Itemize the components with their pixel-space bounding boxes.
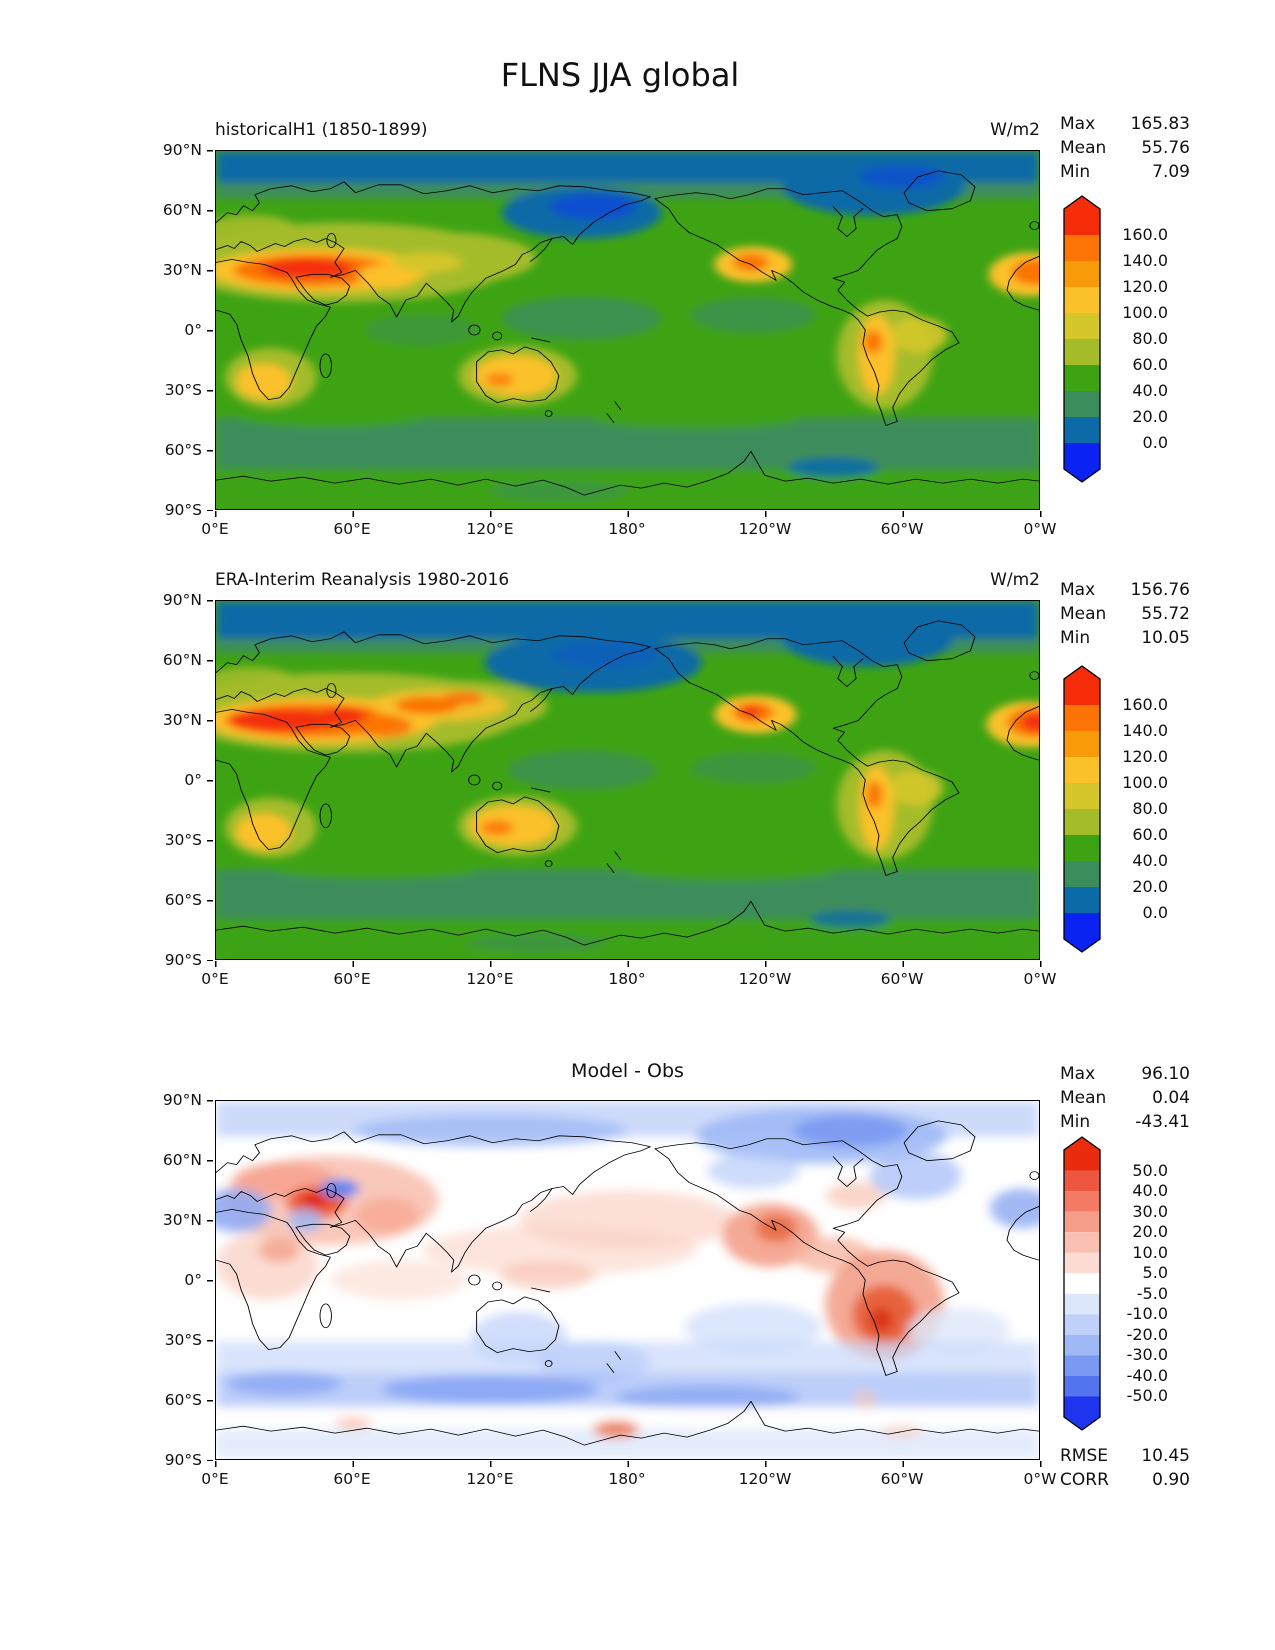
colorbar-tick: 5.0 [1142,1263,1168,1282]
colorbar-tick: -10.0 [1126,1304,1168,1323]
colorbar-tick: -50.0 [1126,1386,1168,1405]
xtick-label: 0°W [1023,1470,1057,1488]
ytick-label: 60°S [164,891,202,909]
colorbar-tick: 100.0 [1122,303,1168,322]
ytick-label: 90°N [162,591,202,609]
xtick-label: 180° [608,520,646,538]
xtick-label: 180° [608,970,646,988]
ytick-label: 60°S [164,1391,202,1409]
panel1-stats [1060,112,1190,184]
colorbar-tick: 100.0 [1122,773,1168,792]
stat-label: Min [1060,162,1091,182]
colorbar-tick: 40.0 [1132,1181,1168,1200]
ytick-label: 30°N [162,1211,202,1229]
colorbar-tick: 160.0 [1122,695,1168,714]
stat-label: Mean [1060,604,1107,624]
panel1-colorbar [1062,195,1102,483]
colorbar-tick: 60.0 [1132,825,1168,844]
panel2-xticks [215,961,1042,967]
xtick-label: 120°W [738,970,792,988]
colorbar-tick: 120.0 [1122,277,1168,296]
stat-label: Min [1060,628,1091,648]
ytick-label: 60°N [162,201,202,219]
ytick-label: 30°S [164,831,202,849]
xtick-label: 60°E [333,970,371,988]
metric-value: 10.45 [1141,1446,1190,1466]
panel1-subtitle: historicalH1 (1850-1899) [215,120,428,140]
colorbar-tick: 80.0 [1132,799,1168,818]
stat-label: Max [1060,114,1096,134]
colorbar-tick: -5.0 [1136,1284,1168,1303]
figure-title: FLNS JJA global [500,56,740,94]
ytick-label: 60°N [162,1151,202,1169]
stat-label: Mean [1060,1088,1107,1108]
stat-value: 55.76 [1141,138,1190,158]
xtick-label: 0°W [1023,520,1057,538]
stat-label: Min [1060,1112,1091,1132]
stat-label: Max [1060,1064,1096,1084]
xtick-label: 0°E [201,1470,229,1488]
panel3-colorbar [1062,1136,1102,1431]
ytick-label: 90°N [162,1091,202,1109]
stat-label: Mean [1060,138,1107,158]
map-model-flns [216,151,1039,509]
colorbar-tick: 20.0 [1132,1222,1168,1241]
xtick-label: 120°E [466,1470,514,1488]
map-difference [216,1101,1039,1459]
xtick-label: 120°E [466,520,514,538]
panel1-units: W/m2 [990,120,1040,140]
colorbar-tick: 0.0 [1142,903,1168,922]
colorbar-tick: 10.0 [1132,1243,1168,1262]
panel2-yticks [207,600,213,961]
colorbar-tick: 140.0 [1122,721,1168,740]
panel3-xticks [215,1461,1042,1467]
ytick-label: 30°S [164,1331,202,1349]
ytick-label: 90°S [164,951,202,969]
ytick-label: 0° [184,321,202,339]
panel2-map [215,600,1040,960]
colorbar-tick: 140.0 [1122,251,1168,270]
ytick-label: 60°N [162,651,202,669]
panel3-stats [1060,1062,1190,1134]
colorbar-tick: 50.0 [1132,1161,1168,1180]
colorbar-tick: 30.0 [1132,1202,1168,1221]
colorbar-tick: -40.0 [1126,1366,1168,1385]
xtick-label: 0°E [201,970,229,988]
xtick-label: 60°W [880,970,924,988]
stat-value: 165.83 [1130,114,1190,134]
stat-value: 156.76 [1130,580,1190,600]
metric-label: RMSE [1060,1446,1109,1466]
panel2-colorbar [1062,665,1102,953]
ytick-label: 30°N [162,261,202,279]
colorbar-tick: -20.0 [1126,1325,1168,1344]
panel1-xticks [215,511,1042,517]
ytick-label: 90°S [164,501,202,519]
panel2-subtitle: ERA-Interim Reanalysis 1980-2016 [215,570,510,590]
panel3-title: Model - Obs [571,1060,684,1082]
colorbar-tick: 20.0 [1132,877,1168,896]
stat-value: 55.72 [1141,604,1190,624]
panel3-map [215,1100,1040,1460]
xtick-label: 120°W [738,520,792,538]
xtick-label: 60°W [880,520,924,538]
xtick-label: 180° [608,1470,646,1488]
map-obs-flns [216,601,1039,959]
ytick-label: 30°N [162,711,202,729]
colorbar-tick: 60.0 [1132,355,1168,374]
xtick-label: 60°E [333,1470,371,1488]
xtick-label: 0°W [1023,970,1057,988]
stat-label: Max [1060,580,1096,600]
panel3-metrics [1060,1444,1190,1492]
xtick-label: 60°W [880,1470,924,1488]
colorbar-tick: 20.0 [1132,407,1168,426]
ytick-label: 90°S [164,1451,202,1469]
ytick-label: 30°S [164,381,202,399]
colorbar-tick: 80.0 [1132,329,1168,348]
ytick-label: 60°S [164,441,202,459]
xtick-label: 120°W [738,1470,792,1488]
panel1-map [215,150,1040,510]
stat-value: 7.09 [1152,162,1190,182]
colorbar-tick: 0.0 [1142,433,1168,452]
xtick-label: 120°E [466,970,514,988]
ytick-label: 0° [184,771,202,789]
panel2-units: W/m2 [990,570,1040,590]
metric-label: CORR [1060,1470,1109,1490]
stat-value: 10.05 [1141,628,1190,648]
metric-value: 0.90 [1152,1470,1190,1490]
colorbar-tick: 40.0 [1132,381,1168,400]
colorbar-tick: -30.0 [1126,1345,1168,1364]
ytick-label: 90°N [162,141,202,159]
stat-value: 96.10 [1141,1064,1190,1084]
panel2-stats [1060,578,1190,650]
stat-value: -43.41 [1135,1112,1190,1132]
colorbar-tick: 40.0 [1132,851,1168,870]
ytick-label: 0° [184,1271,202,1289]
panel3-yticks [207,1100,213,1461]
colorbar-tick: 160.0 [1122,225,1168,244]
panel1-yticks [207,150,213,511]
colorbar-tick: 120.0 [1122,747,1168,766]
xtick-label: 0°E [201,520,229,538]
xtick-label: 60°E [333,520,371,538]
stat-value: 0.04 [1152,1088,1190,1108]
